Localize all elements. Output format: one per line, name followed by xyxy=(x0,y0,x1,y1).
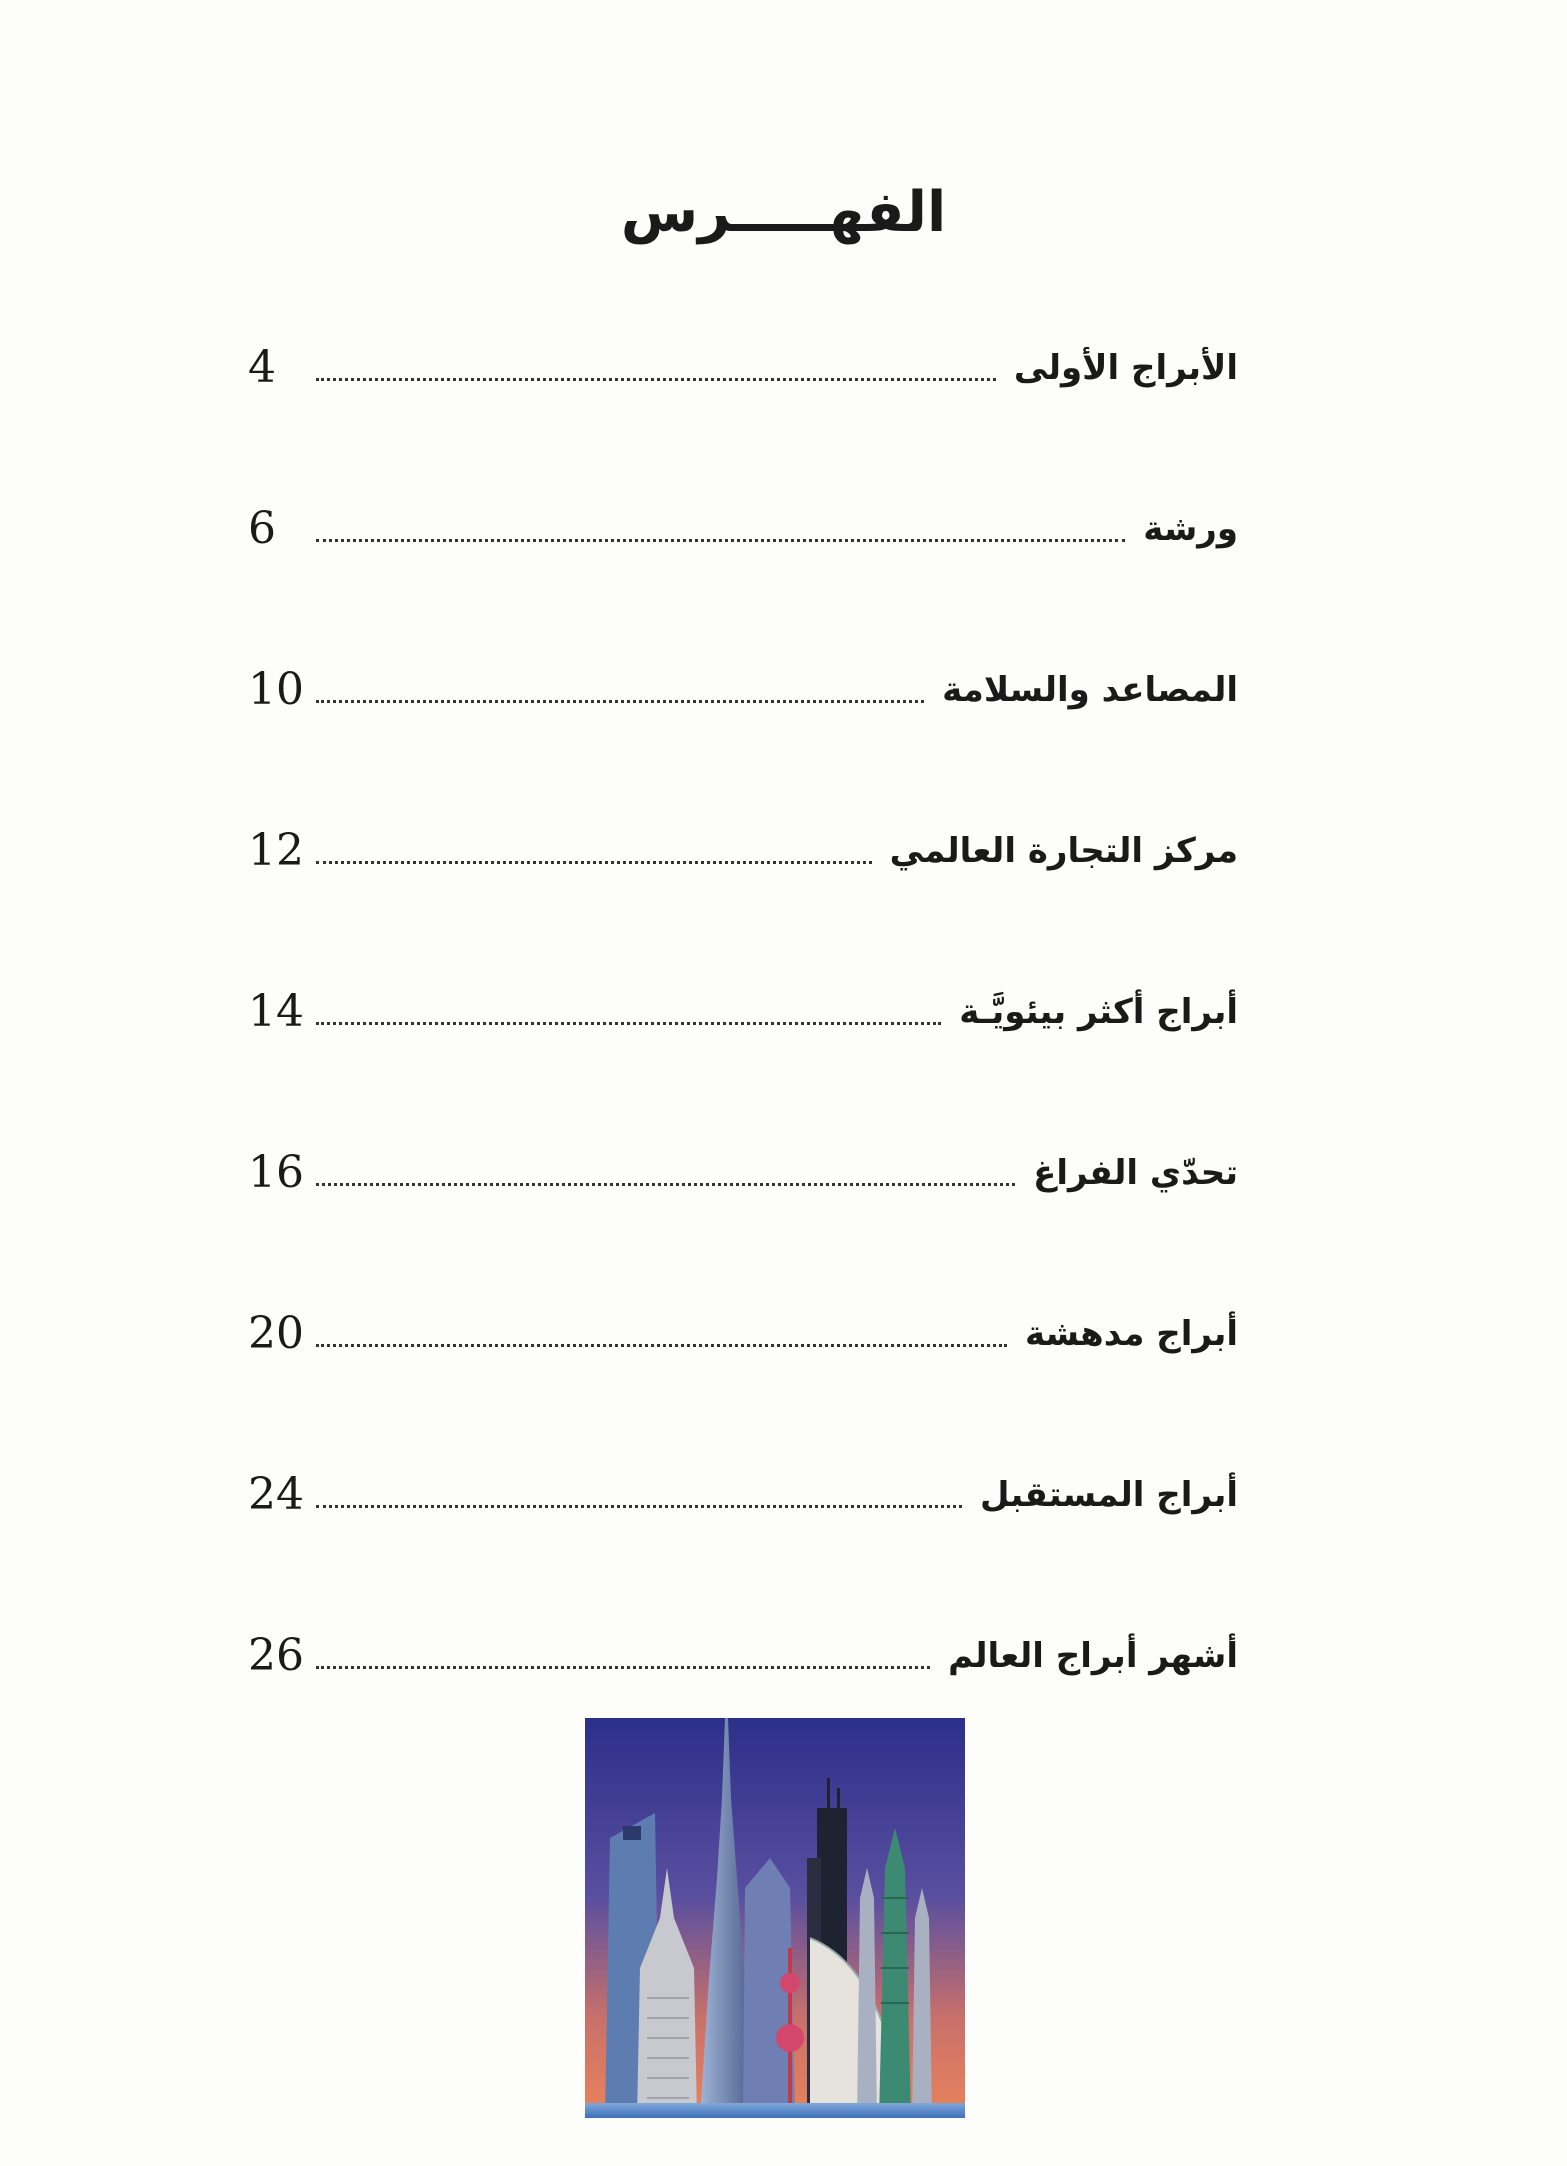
toc-page-number: 20 xyxy=(248,1308,304,1359)
dot-leader xyxy=(316,340,996,381)
toc-page-number: 26 xyxy=(248,1630,304,1681)
dot-leader xyxy=(316,501,1125,542)
toc-entry[interactable] xyxy=(248,984,1238,1145)
toc-label: تحدّي الفراغ xyxy=(1033,1153,1238,1193)
toc-label: أبراج مدهشة xyxy=(1024,1314,1238,1354)
dot-leader xyxy=(316,1145,1015,1186)
table-of-contents xyxy=(248,340,1238,1789)
toc-page-number: 6 xyxy=(248,503,276,554)
toc-label: أبراج المستقبل xyxy=(980,1475,1238,1515)
dot-leader xyxy=(316,1306,1007,1347)
toc-page-number: 4 xyxy=(248,342,276,393)
toc-page-number: 14 xyxy=(248,986,304,1037)
toc-page-number: 12 xyxy=(248,825,304,876)
dot-leader xyxy=(316,1628,930,1669)
toc-entry[interactable] xyxy=(248,1306,1238,1467)
toc-entry[interactable] xyxy=(248,501,1238,662)
toc-label: الأبراج الأولى xyxy=(1013,348,1238,388)
dot-leader xyxy=(316,1467,962,1508)
toc-entry[interactable] xyxy=(248,823,1238,984)
dot-leader xyxy=(316,823,872,864)
toc-page-number: 10 xyxy=(248,664,304,715)
toc-page-number: 16 xyxy=(248,1147,304,1198)
toc-entry[interactable] xyxy=(248,340,1238,501)
toc-label: المصاعد والسلامة xyxy=(942,670,1238,710)
toc-entry[interactable] xyxy=(248,662,1238,823)
dot-leader xyxy=(316,662,924,703)
toc-label: ورشة xyxy=(1143,509,1238,549)
toc-page-number: 24 xyxy=(248,1469,304,1520)
toc-entry[interactable] xyxy=(248,1145,1238,1306)
skyscrapers-illustration xyxy=(585,1718,965,2118)
toc-label: مركز التجارة العالمي xyxy=(889,831,1238,871)
page-title: الفهـــــرس xyxy=(620,180,947,245)
dot-leader xyxy=(316,984,941,1025)
toc-entry[interactable] xyxy=(248,1467,1238,1628)
toc-label: أبراج أكثر بيئويَّـة xyxy=(959,992,1238,1032)
toc-label: أشهر أبراج العالم xyxy=(948,1636,1238,1676)
